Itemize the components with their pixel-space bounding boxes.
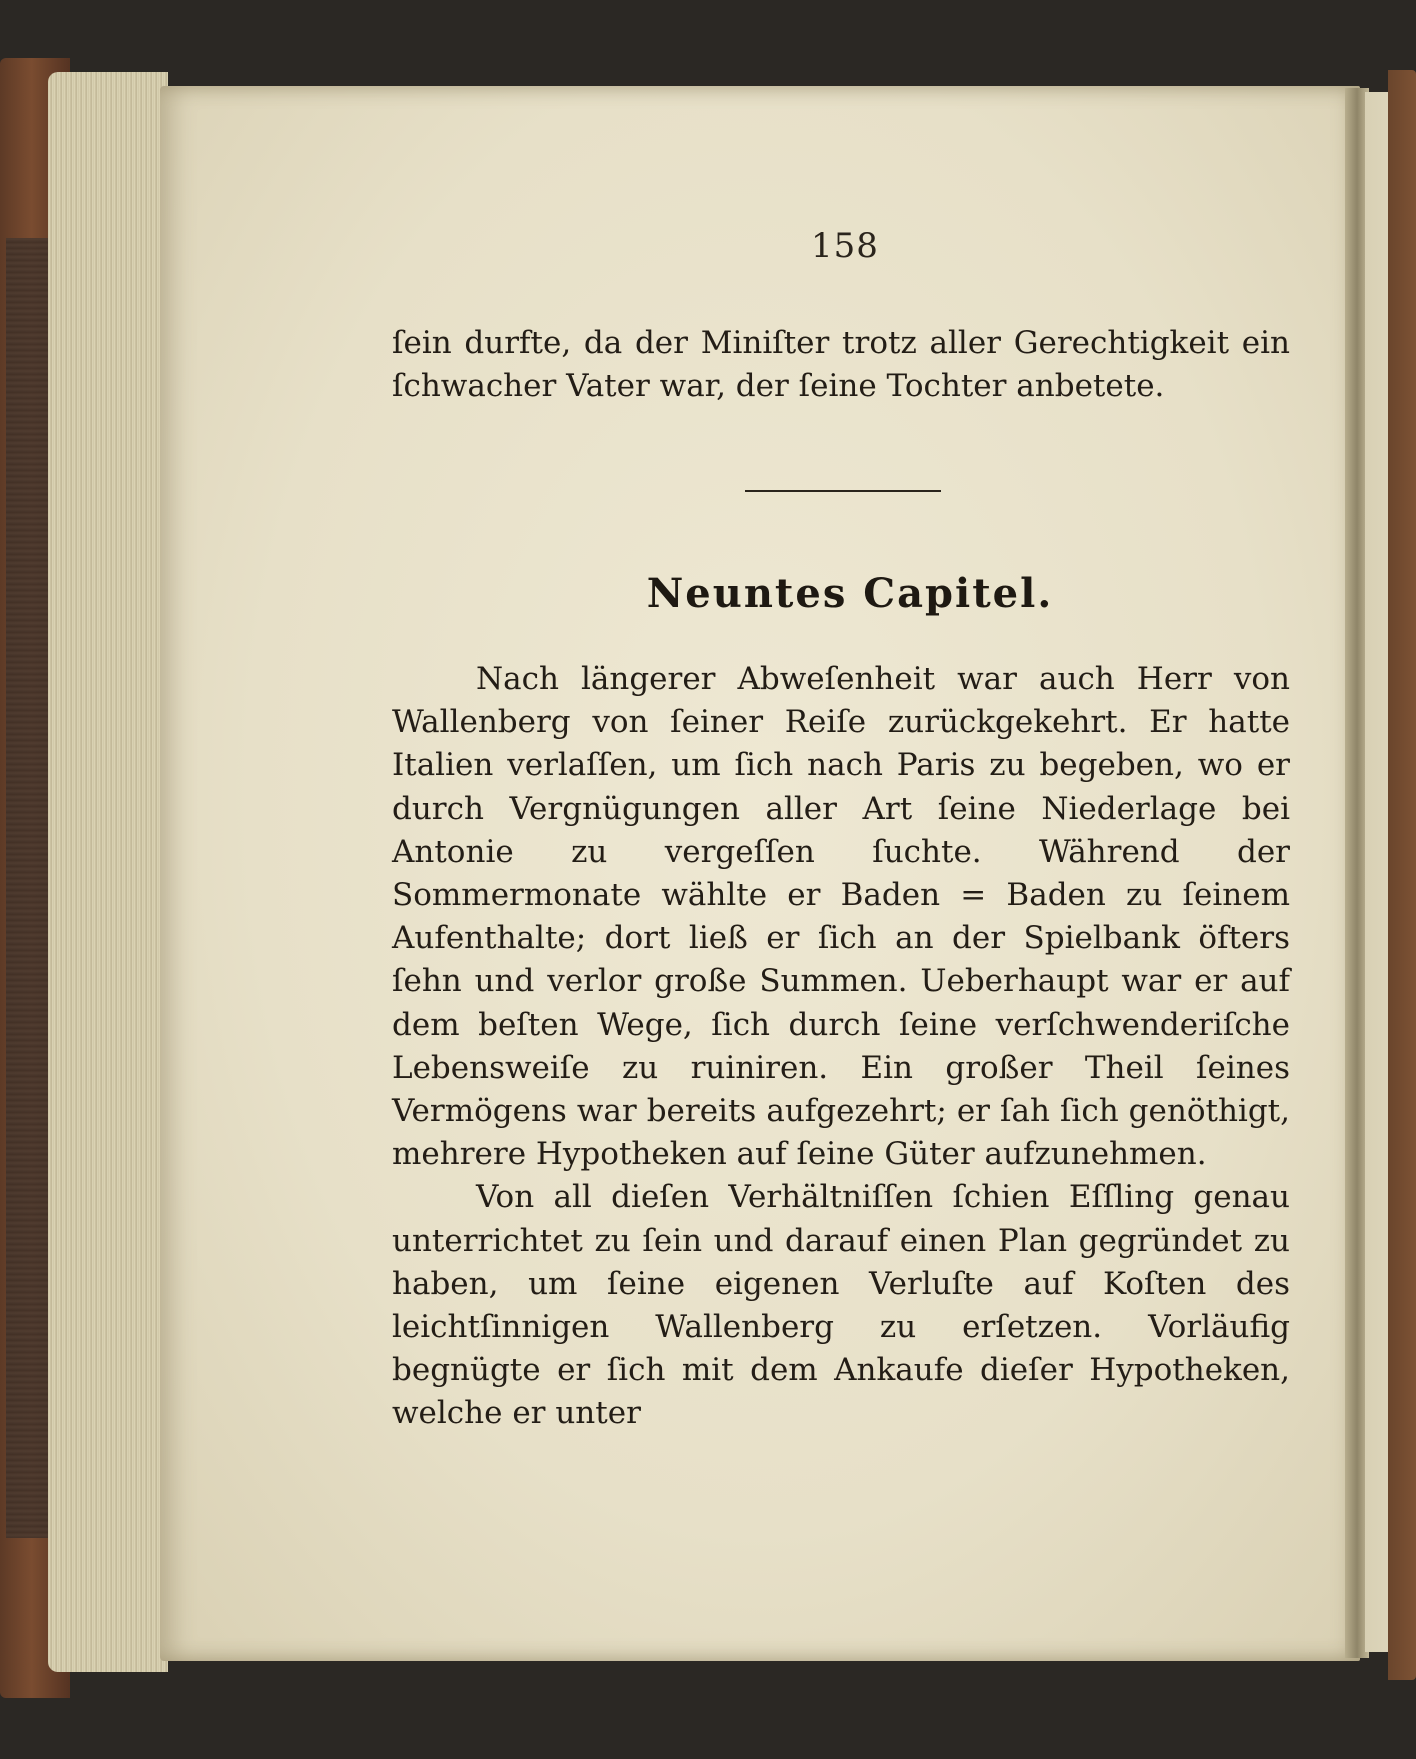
paragraph-text: ſein durfte, da der Miniſter trotz aller Gerechtigkeit ein ſchwacher Vater war, der ſeine Tochter anbetete. (392, 325, 1290, 405)
paragraph: Nach längerer Abweſenheit war auch Herr von Wallenberg von ſeiner Reiſe zurückgekehrt. Er hatte Italien verlaſſen, um ſich nach Paris zu begeben, wo er durch Vergnügungen aller Art ſeine Niederlage bei Antonie zu vergeſſen ſuchte. Während der Sommermonate wählte er Baden = Baden zu ſeinem Aufenthalte; dort ließ er ſich an der Spielbank öfters ſehn und verlor große Summen. Ueberhaupt war er auf dem beſten Wege, ſich durch ſeine verſchwenderiſche Lebensweiſe zu ruiniren. Ein großer Theil ſeines Vermögens war bereits aufgezehrt; er ſah ſich genöthigt, mehrere Hypotheken auf ſeine Güter aufzunehmen. (392, 661, 1290, 1173)
page-number: 158 (811, 226, 879, 266)
chapter-body (392, 658, 1290, 1436)
page-edges (48, 72, 168, 1672)
book-cover-right (1388, 70, 1416, 1680)
section-divider (745, 490, 941, 492)
continued-paragraph (392, 322, 1290, 408)
chapter-title: Neuntes Capitel. (646, 570, 1054, 617)
paragraph: Von all dieſen Verhältniſſen ſchien Eſſling genau unterrichtet zu ſein und darauf einen Plan gegründet zu haben, um ſeine eigenen Verluſte auf Koſten des leichtſinnigen Wallenberg zu erſetzen. Vorläufig begnügte er ſich mit dem Ankaufe dieſer Hypotheken, welche er unter (392, 1179, 1290, 1432)
